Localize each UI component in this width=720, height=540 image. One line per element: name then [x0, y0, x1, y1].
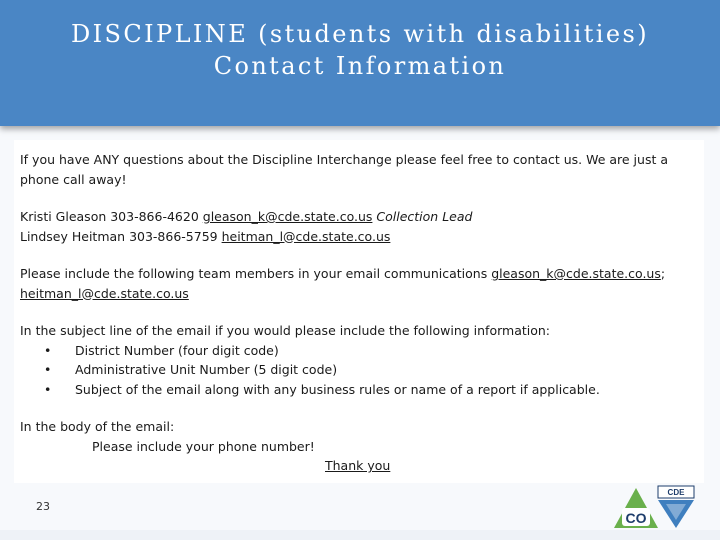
team-separator: ; [660, 266, 666, 281]
team-email-2-link[interactable]: heitman_l@cde.state.co.us [20, 285, 189, 301]
list-item [20, 360, 700, 380]
slide-title [0, 18, 720, 82]
contact-2-name-phone: Lindsey Heitman 303-866-5759 [20, 228, 222, 244]
team-email-1-link[interactable]: gleason_k@cde.state.co.us [491, 266, 661, 281]
team-text: Please include the following team members in your email communications [20, 266, 492, 281]
title-line-1: DISCIPLINE (students with disabilities) [71, 20, 649, 48]
logo-co-text: CO [625, 510, 647, 526]
contact-2-email-link[interactable]: heitman_l@cde.state.co.us [221, 228, 391, 244]
title-line-2: Contact Information [213, 52, 507, 80]
subject-info-list [20, 341, 700, 400]
list-item-text: Subject of the email along with any business rules or name of a report if applicable. [75, 381, 600, 397]
body-intro: In the body of the email: [20, 419, 175, 434]
bullet-icon: • [44, 362, 52, 377]
title-banner [0, 0, 720, 126]
thank-you-line [20, 456, 700, 476]
list-item-text: Administrative Unit Number (5 digit code) [75, 362, 338, 377]
contact-1-name-phone: Kristi Gleason 303-866-4620 [20, 209, 203, 224]
contacts-paragraph [20, 207, 700, 246]
cde-colorado-logo [612, 484, 696, 534]
team-paragraph [20, 264, 700, 303]
contact-1-email-link[interactable]: gleason_k@cde.state.co.us [202, 209, 373, 224]
list-item [20, 380, 700, 400]
list-item [20, 341, 700, 361]
contact-1-role: Collection Lead [372, 209, 473, 224]
intro-paragraph: If you have ANY questions about the Discipline Interchange please feel free to contact us. We are just a phone call away! [20, 152, 668, 187]
bullet-icon: • [44, 381, 52, 397]
page-number: 23 [36, 500, 50, 513]
bullet-icon: • [44, 342, 52, 358]
body-request: Please include your phone number! [92, 438, 315, 454]
subject-intro: In the subject line of the email if you would please include the following information: [20, 323, 551, 338]
logo-graphic [612, 484, 696, 530]
list-item-text: District Number (four digit code) [75, 342, 279, 358]
thank-you-link[interactable]: Thank you [325, 458, 391, 473]
footer-bar [0, 530, 720, 540]
logo-cde-text: CDE [667, 488, 685, 497]
contact-content [20, 150, 700, 476]
